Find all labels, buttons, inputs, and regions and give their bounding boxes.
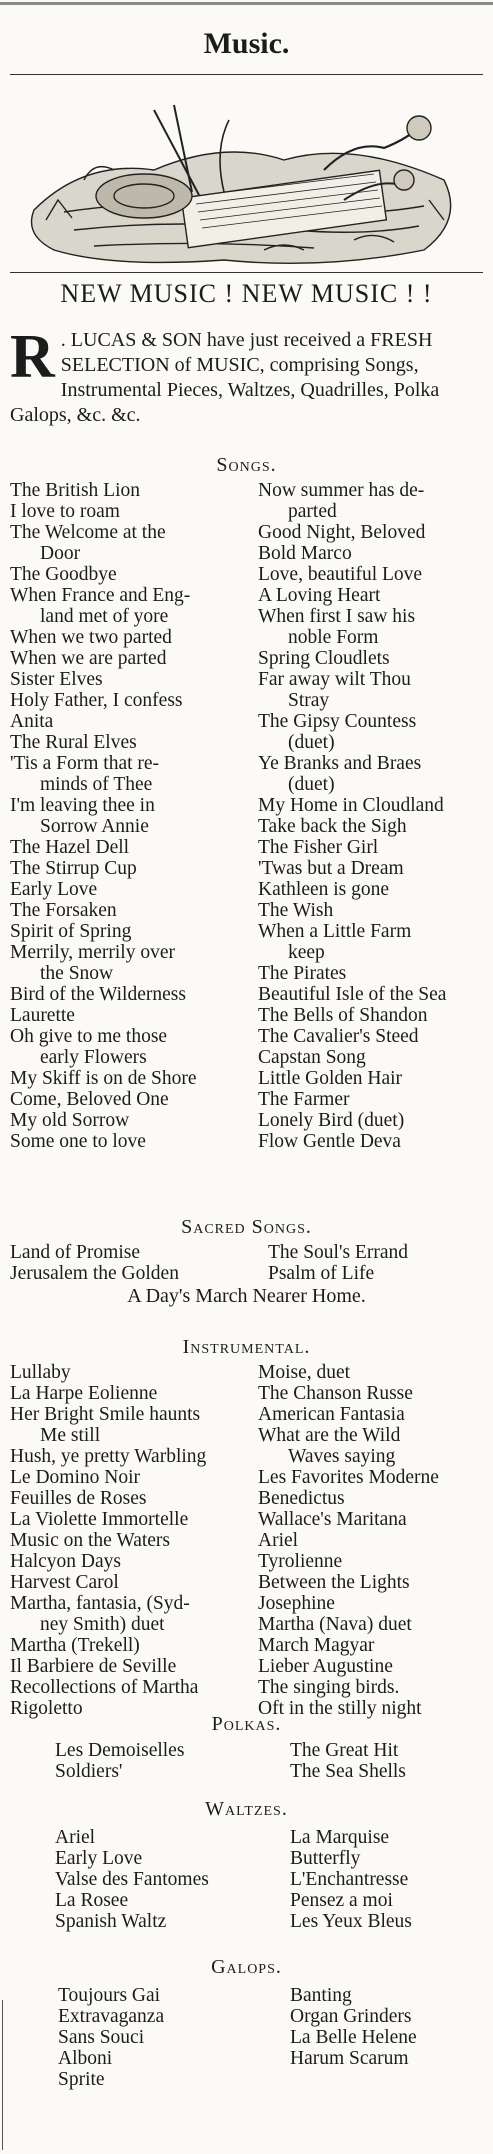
list-item: Between the Lights xyxy=(258,1572,410,1593)
list-item: La Marquise xyxy=(290,1827,390,1848)
intro-paragraph xyxy=(10,323,483,428)
list-item-continuation: Door xyxy=(40,543,81,564)
list-item: Martha (Trekell) xyxy=(10,1635,140,1656)
polkas-right-column xyxy=(290,1740,490,1782)
list-item: Martha (Nava) duet xyxy=(258,1614,412,1635)
list-item: Little Golden Hair xyxy=(258,1068,403,1089)
intro-dropcap: R xyxy=(10,323,55,391)
list-item: Rigoletto xyxy=(10,1698,83,1719)
list-item: Lonely Bird (duet) xyxy=(258,1110,405,1131)
list-item: Land of Promise xyxy=(10,1242,140,1263)
songs-right-column xyxy=(258,480,493,1152)
list-item: Wallace's Maritana xyxy=(258,1509,407,1530)
list-item: When we are parted xyxy=(10,648,167,669)
list-item: Bold Marco xyxy=(258,543,352,564)
list-item: Bird of the Wilderness xyxy=(10,984,186,1005)
list-item: L'Enchantresse xyxy=(290,1869,409,1890)
music-instruments-engraving xyxy=(24,100,464,272)
list-item: Come, Beloved One xyxy=(10,1089,169,1110)
list-item: I'm leaving thee in xyxy=(10,795,155,816)
list-item: La Harpe Eolienne xyxy=(10,1383,158,1404)
list-item: When first I saw his xyxy=(258,606,416,627)
list-item: The singing birds. xyxy=(258,1677,400,1698)
list-item-continuation: parted xyxy=(288,501,337,522)
list-item: Halcyon Days xyxy=(10,1551,122,1572)
list-item: Sprite xyxy=(58,2069,105,2090)
list-item-continuation: Stray xyxy=(288,690,330,711)
list-item: Flow Gentle Deva xyxy=(258,1131,401,1152)
sacred-right-column xyxy=(268,1242,493,1284)
sacred-songs-heading: Sacred Songs. xyxy=(181,1216,312,1238)
list-item: Hush, ye pretty Warbling xyxy=(10,1446,207,1467)
list-item: March Magyar xyxy=(258,1635,375,1656)
list-item: The Great Hit xyxy=(290,1740,399,1761)
list-item: The Gipsy Countess xyxy=(258,711,417,732)
list-item: La Rosee xyxy=(55,1890,129,1911)
list-item: When a Little Farm xyxy=(258,921,412,942)
list-item: The Sea Shells xyxy=(290,1761,406,1782)
list-item: A Loving Heart xyxy=(258,585,381,606)
instrumental-right-column xyxy=(258,1362,493,1719)
list-item: Butterfly xyxy=(290,1848,361,1869)
list-item: Sans Souci xyxy=(58,2027,145,2048)
list-item: La Violette Immortelle xyxy=(10,1509,189,1530)
waltzes-left-column xyxy=(55,1827,275,1932)
page-title: Music. xyxy=(203,27,290,60)
list-item: Merrily, merrily over xyxy=(10,942,175,963)
list-item: 'Tis a Form that re- xyxy=(10,753,160,774)
list-item-continuation: land met of yore xyxy=(40,606,169,627)
list-item: The Bells of Shandon xyxy=(258,1005,428,1026)
list-item: Martha, fantasia, (Syd- xyxy=(10,1593,190,1614)
list-item: Soldiers' xyxy=(55,1761,123,1782)
list-item: Beautiful Isle of the Sea xyxy=(258,984,447,1005)
list-item: Harum Scarum xyxy=(290,2048,409,2069)
list-item: The Fisher Girl xyxy=(258,837,379,858)
list-item: Alboni xyxy=(58,2048,113,2069)
list-item-continuation: (duet) xyxy=(288,774,335,795)
list-item: Lieber Augustine xyxy=(258,1656,393,1677)
polkas-heading: Polkas. xyxy=(211,1713,282,1735)
list-item: Les Demoiselles xyxy=(55,1740,185,1761)
list-item: Far away wilt Thou xyxy=(258,669,411,690)
list-item: Ye Branks and Braes xyxy=(258,753,422,774)
sacred-center-title: A Day's March Nearer Home. xyxy=(127,1285,366,1307)
waltzes-heading: Waltzes. xyxy=(205,1798,288,1820)
galops-heading: Galops. xyxy=(211,1956,282,1978)
list-item: Oft in the stilly night xyxy=(258,1698,422,1719)
title-rule xyxy=(10,74,483,75)
list-item: Holy Father, I confess xyxy=(10,690,183,711)
list-item: Anita xyxy=(10,711,54,732)
list-item: Spirit of Spring xyxy=(10,921,132,942)
list-item-continuation: Sorrow Annie xyxy=(40,816,149,837)
list-item: When France and Eng- xyxy=(10,585,191,606)
list-item: Oh give to me those xyxy=(10,1026,168,1047)
list-item: I love to roam xyxy=(10,501,120,522)
list-item: Harvest Carol xyxy=(10,1572,119,1593)
instrumental-heading: Instrumental. xyxy=(182,1336,311,1358)
list-item: 'Twas but a Dream xyxy=(258,858,404,879)
instrumental-left-column xyxy=(10,1362,255,1719)
column-edge-rule xyxy=(2,2000,3,2150)
waltzes-right-column xyxy=(290,1827,490,1932)
list-item: The Wish xyxy=(258,900,334,921)
polkas-left-column xyxy=(55,1740,275,1782)
list-item-continuation: noble Form xyxy=(288,627,379,648)
list-item: Early Love xyxy=(10,879,98,900)
galops-right-column xyxy=(290,1985,490,2069)
songs-heading: Songs. xyxy=(216,454,277,476)
list-item: The Soul's Errand xyxy=(268,1242,408,1263)
list-item: Ariel xyxy=(258,1530,299,1551)
list-item: Valse des Fantomes xyxy=(55,1869,209,1890)
list-item: Good Night, Beloved xyxy=(258,522,426,543)
list-item-continuation: Waves saying xyxy=(288,1446,396,1467)
list-item-continuation: Me still xyxy=(40,1425,101,1446)
list-item: Spanish Waltz xyxy=(55,1911,167,1932)
list-item: Love, beautiful Love xyxy=(258,564,423,585)
list-item: My Skiff is on de Shore xyxy=(10,1068,197,1089)
list-item: The Farmer xyxy=(258,1089,350,1110)
list-item: Early Love xyxy=(55,1848,143,1869)
list-item-continuation: ney Smith) duet xyxy=(40,1614,165,1635)
list-item-continuation: early Flowers xyxy=(40,1047,147,1068)
list-item: What are the Wild xyxy=(258,1425,401,1446)
list-item: Recollections of Martha xyxy=(10,1677,199,1698)
list-item: Le Domino Noir xyxy=(10,1467,140,1488)
list-item: When we two parted xyxy=(10,627,172,648)
list-item-continuation: the Snow xyxy=(40,963,114,984)
list-item: My Home in Cloudland xyxy=(258,795,444,816)
list-item: Extravaganza xyxy=(58,2006,165,2027)
list-item: Now summer has de- xyxy=(258,480,425,501)
list-item: The Welcome at the xyxy=(10,522,166,543)
list-item: Take back the Sigh xyxy=(258,816,407,837)
list-item: Psalm of Life xyxy=(268,1263,375,1284)
headline: NEW MUSIC ! NEW MUSIC ! ! xyxy=(60,279,433,308)
list-item: Capstan Song xyxy=(258,1047,366,1068)
list-item: Banting xyxy=(290,1985,352,2006)
list-item: My old Sorrow xyxy=(10,1110,130,1131)
list-item: Pensez a moi xyxy=(290,1890,393,1911)
list-item: Kathleen is gone xyxy=(258,879,390,900)
songs-left-column xyxy=(10,480,250,1152)
list-item: The Chanson Russe xyxy=(258,1383,413,1404)
list-item: Music on the Waters xyxy=(10,1530,170,1551)
list-item: Tyrolienne xyxy=(258,1551,343,1572)
list-item: American Fantasia xyxy=(258,1404,405,1425)
intro-text: . LUCAS & SON have just received a FRESH SELECTION of MUSIC, comprising Songs, Instrumental Pieces, Waltzes, Quadrilles, Polka Galops, &c. &c. xyxy=(10,329,440,426)
list-item: Josephine xyxy=(258,1593,335,1614)
list-item: Il Barbiere de Seville xyxy=(10,1656,177,1677)
list-item-continuation: (duet) xyxy=(288,732,335,753)
list-item: The Goodbye xyxy=(10,564,117,585)
list-item: Spring Cloudlets xyxy=(258,648,390,669)
list-item: Benedictus xyxy=(258,1488,345,1509)
list-item: Feuilles de Roses xyxy=(10,1488,147,1509)
list-item: Lullaby xyxy=(10,1362,71,1383)
list-item: Moise, duet xyxy=(258,1362,351,1383)
galops-left-column xyxy=(58,1985,278,2090)
list-item: Organ Grinders xyxy=(290,2006,412,2027)
list-item: The Forsaken xyxy=(10,900,117,921)
list-item: The Hazel Dell xyxy=(10,837,130,858)
list-item: The Stirrup Cup xyxy=(10,858,137,879)
list-item: Ariel xyxy=(55,1827,96,1848)
list-item: Her Bright Smile haunts xyxy=(10,1404,201,1425)
list-item: Some one to love xyxy=(10,1131,146,1152)
list-item: Jerusalem the Golden xyxy=(10,1263,179,1284)
engraving-rule xyxy=(10,272,483,273)
list-item: The Cavalier's Steed xyxy=(258,1026,419,1047)
list-item: The Pirates xyxy=(258,963,347,984)
list-item: The Rural Elves xyxy=(10,732,137,753)
list-item: Les Yeux Bleus xyxy=(290,1911,412,1932)
list-item: The British Lion xyxy=(10,480,140,501)
list-item-continuation: keep xyxy=(288,942,325,963)
list-item: Les Favorites Moderne xyxy=(258,1467,439,1488)
list-item: Toujours Gai xyxy=(58,1985,161,2006)
list-item: Sister Elves xyxy=(10,669,103,690)
top-border xyxy=(0,2,493,5)
list-item: Laurette xyxy=(10,1005,75,1026)
list-item: La Belle Helene xyxy=(290,2027,417,2048)
list-item-continuation: minds of Thee xyxy=(40,774,153,795)
sacred-left-column xyxy=(10,1242,260,1284)
